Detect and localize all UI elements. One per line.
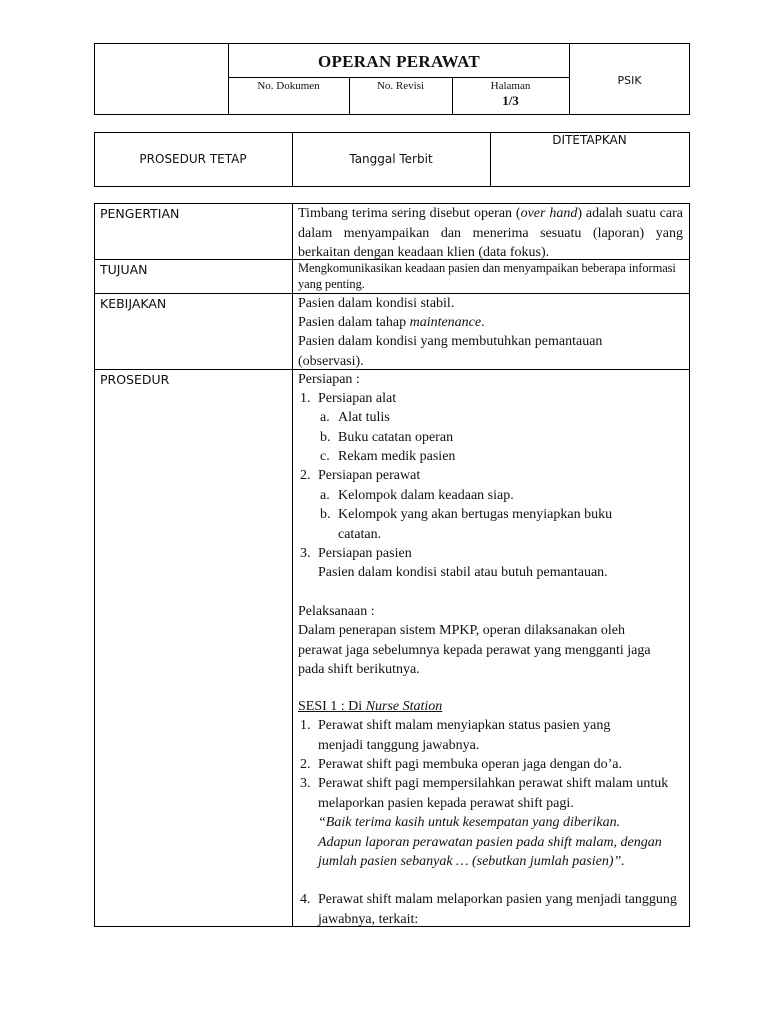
persiapan-3-text: Persiapan pasien [318,546,412,561]
persiapan-1c-letter: c. [320,449,330,464]
no-revisi-label: No. Revisi [376,80,425,92]
step-2-num: 2. [300,757,311,772]
organization-label: PSIK [617,74,642,87]
no-dokumen-label: No. Dokumen [257,80,320,92]
persiapan-2b-letter: b. [320,507,331,522]
kebijakan-line-2: Pasien dalam tahap maintenance. [298,315,485,330]
persiapan-2a-letter: a. [320,488,330,503]
persiapan-3-note: Pasien dalam kondisi stabil atau butuh pemantauan. [318,565,608,580]
persiapan-2-text: Persiapan perawat [318,468,421,483]
tujuan-label: TUJUAN [100,262,148,277]
persiapan-3-num: 3. [300,546,311,561]
pelaksanaan-heading: Pelaksanaan : [298,604,375,619]
persiapan-1b-letter: b. [320,430,331,445]
kebijakan-line-1: Pasien dalam kondisi stabil. [298,296,455,311]
persiapan-2-num: 2. [300,468,311,483]
persiapan-1a-text: Alat tulis [338,410,390,425]
tujuan-text: Mengkomunikasikan keadaan pasien dan menyampaikan beberapa informasi yang penting. [298,261,676,291]
step-3-text: Perawat shift pagi mempersilahkan perawat shift malam untuk melaporkan pasien kepada perawat shift pagi. [318,776,669,811]
tanggal-terbit-label: Tanggal Terbit [349,152,433,166]
halaman-value: 1/3 [502,93,519,108]
prosedur-label: PROSEDUR [100,372,170,387]
step-1-num: 1. [300,718,311,733]
pengertian-label: PENGERTIAN [100,206,180,221]
step-4-num: 4. [300,892,311,907]
step-4-text: Perawat shift malam melaporkan pasien yang menjadi tanggung jawabnya, terkait: [318,892,677,927]
kebijakan-label: KEBIJAKAN [100,296,167,311]
persiapan-1a-letter: a. [320,410,330,425]
pelaksanaan-text: Dalam penerapan sistem MPKP, operan dilaksanakan oleh perawat jaga sebelumnya kepada perawat yang mengganti jaga pada shift berikutnya. [298,623,651,677]
document-title: OPERAN PERAWAT [317,52,481,71]
persiapan-1b-text: Buku catatan operan [338,430,454,445]
persiapan-1-text: Persiapan alat [318,391,397,406]
sesi-1-heading: SESI 1 : Di Nurse Station [298,699,443,714]
pengertian-text: Timbang terima sering disebut operan (over hand) adalah suatu cara dalam menyampaikan dan menerima sesuatu (laporan) yang berkaitan dengan keadaan klien (data fokus). [298,206,683,260]
ditetapkan-label: DITETAPKAN [552,133,627,147]
halaman-label: Halaman [490,80,531,92]
step-2-text: Perawat shift pagi membuka operan jaga dengan do’a. [318,757,623,772]
step-3-quote: “Baik terima kasih untuk kesempatan yang diberikan. Adapun laporan perawatan pasien pada shift malam, dengan jumlah pasien sebanyak … (sebutkan jumlah pasien)”. [318,815,662,869]
step-1-text: Perawat shift malam menyiapkan status pasien yang menjadi tanggung jawabnya. [318,718,611,753]
persiapan-1c-text: Rekam medik pasien [338,449,456,464]
persiapan-heading: Persiapan : [298,372,360,387]
kebijakan-line-3: Pasien dalam kondisi yang membutuhkan pemantauan (observasi). [298,334,603,369]
step-3-num: 3. [300,776,311,791]
persiapan-2a-text: Kelompok dalam keadaan siap. [338,488,514,503]
persiapan-1-num: 1. [300,391,311,406]
persiapan-2b-text: Kelompok yang akan bertugas menyiapkan buku catatan. [338,507,613,542]
prosedur-tetap-label: PROSEDUR TETAP [139,152,247,166]
